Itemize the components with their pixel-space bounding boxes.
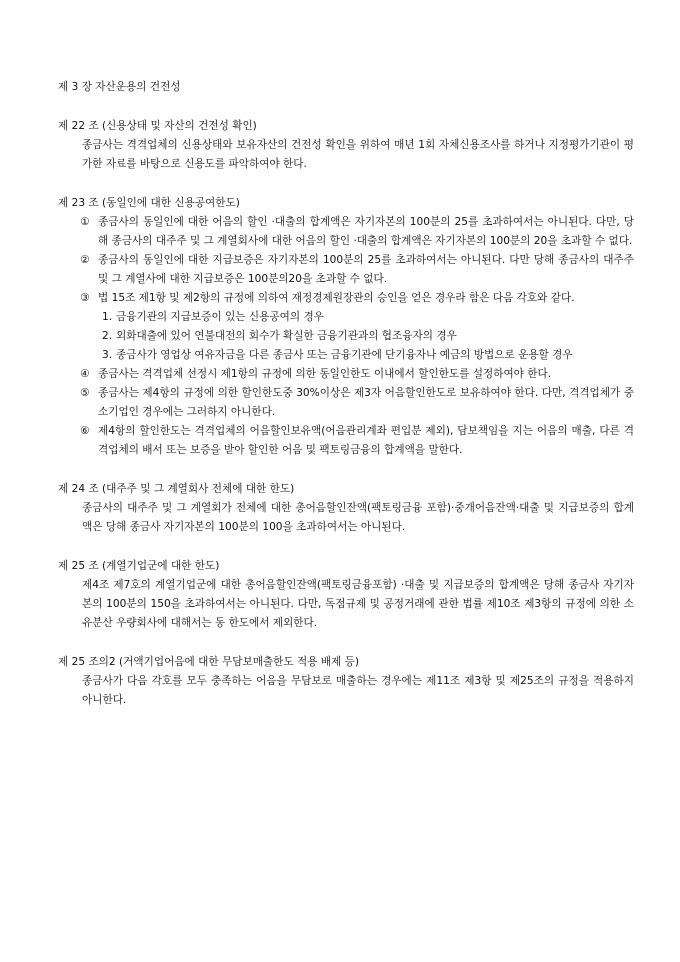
sub-item [102,308,634,327]
sub-item-text: 종금사가 영업상 여유자금을 다른 종금사 또는 금융기관에 단기융자나 예금의 방법으로 운용할 경우 [116,349,573,361]
chapter-title: 제 3 장 자산운용의 건전성 [58,81,181,93]
paragraph-marker: ① [80,216,90,228]
sub-item-marker: 1. [102,311,113,323]
paragraph-text: 법 15조 제1항 및 제2항의 규정에 의하여 재정경제원장관의 승인을 얻은 경우라 함은 다음 각호와 같다. [98,292,575,304]
sub-item-marker: 2. [102,330,113,342]
paragraph-text: 종금사의 동일인에 대한 지급보증은 자기자본의 100분의 25를 초과하여서는 아니된다. 다만 당해 종금사의 대주주 및 그 계열사에 대한 지급보증은 100분의20을 초과할 수 없다. [98,254,634,285]
article-25 [58,557,634,633]
paragraph-text: 제4항의 할인한도는 격격업체의 어음할인보유액(어음관리계좌 편입분 제외), 담보책임을 지는 어음의 매출, 다른 격격업체의 배서 또는 보증을 받아 할인한 어음 및 팩토링금융의 합계액을 말한다. [98,425,634,456]
paragraph-marker: ③ [80,292,90,304]
paragraph-item [80,251,634,289]
paragraph-item [80,289,634,365]
sub-item-text: 금융기관의 지급보증이 있는 신용공여의 경우 [116,311,324,323]
paragraph-item [80,384,634,422]
article-23 [58,194,634,460]
article-body: 종금사가 다음 각호를 모두 충족하는 어음을 무담보로 매출하는 경우에는 제11조 제3항 및 제25조의 규정을 적용하지 아니한다. [82,675,634,706]
paragraph-text: 종금사의 동일인에 대한 어음의 할인 ·대출의 합계액은 자기자본의 100분의 25를 초과하여서는 아니된다. 다만, 당해 종금사의 대주주 및 그 계열회사에 대한 어음의 할인 ·대출의 합계액은 자기자본의 100분의 20을 초과할 수 없다. [98,216,634,247]
article-body: 제4조 제7호의 계열기업군에 대한 총어음할인잔액(팩토링금융포함) ·대출 및 지급보증의 합계액은 당해 종금사 자기자본의 100분의 150을 초과하여서는 아니된다. 다만, 독점규제 및 공정거래에 관한 법률 제10조 제3항의 규정에 의한 소유분산 우량회사에 대해서는 동 한도에서 제외한다. [82,579,634,629]
article-heading: 제 22 조 (신용상태 및 자산의 건전성 확인) [58,120,257,132]
article-heading: 제 24 조 (대주주 및 그 계열회사 전체에 대한 한도) [58,483,295,495]
paragraph-item [80,213,634,251]
paragraph-item [80,422,634,460]
paragraph-text: 종금사는 제4항의 규정에 의한 할인한도중 30%이상은 제3자 어음할인한도로 보유하여야 한다. 다만, 격격업체가 중소기업인 경우에는 그러하지 아니한다. [98,387,634,418]
sub-item-text: 외화대출에 있어 연불대전의 회수가 확실한 금융기관과의 협조융자의 경우 [116,330,457,342]
article-heading: 제 25 조 (계열기업군에 대한 한도) [58,560,220,572]
paragraph-marker: ② [80,254,90,266]
paragraph-marker: ⑤ [80,387,90,399]
article-24 [58,480,634,537]
article-22 [58,117,634,174]
article-25-2 [58,653,634,710]
paragraph-marker: ⑥ [80,425,90,437]
sub-item [102,346,634,365]
article-body: 종금사는 격격업체의 신용상태와 보유자산의 건전성 확인을 위하여 매년 1회 자체신용조사를 하거나 지정평가기관이 평가한 자료를 바탕으로 신용도를 파악하여야 한다. [82,139,634,170]
article-body: 종금사의 대주주 및 그 계열회가 전체에 대한 총어음할인잔액(팩토링금융 포함)·중개어음잔액·대출 및 지급보증의 합계액은 당해 종금사 자기자본의 100분의 100을 초과하여서는 아니된다. [82,502,634,533]
article-heading: 제 23 조 (동일인에 대한 신용공여한도) [58,197,240,209]
paragraph-text: 종금사는 격격업체 선정시 제1항의 규정에 의한 동일인한도 이내에서 할인한도를 설정하여야 한다. [98,368,552,380]
sub-item [102,327,634,346]
sub-item-marker: 3. [102,349,113,361]
paragraph-list [80,213,634,460]
article-heading: 제 25 조의2 (거액기업어음에 대한 무담보매출한도 적용 배제 등) [58,656,360,668]
sub-item-list [102,308,634,365]
paragraph-marker: ④ [80,368,90,380]
paragraph-item [80,365,634,384]
